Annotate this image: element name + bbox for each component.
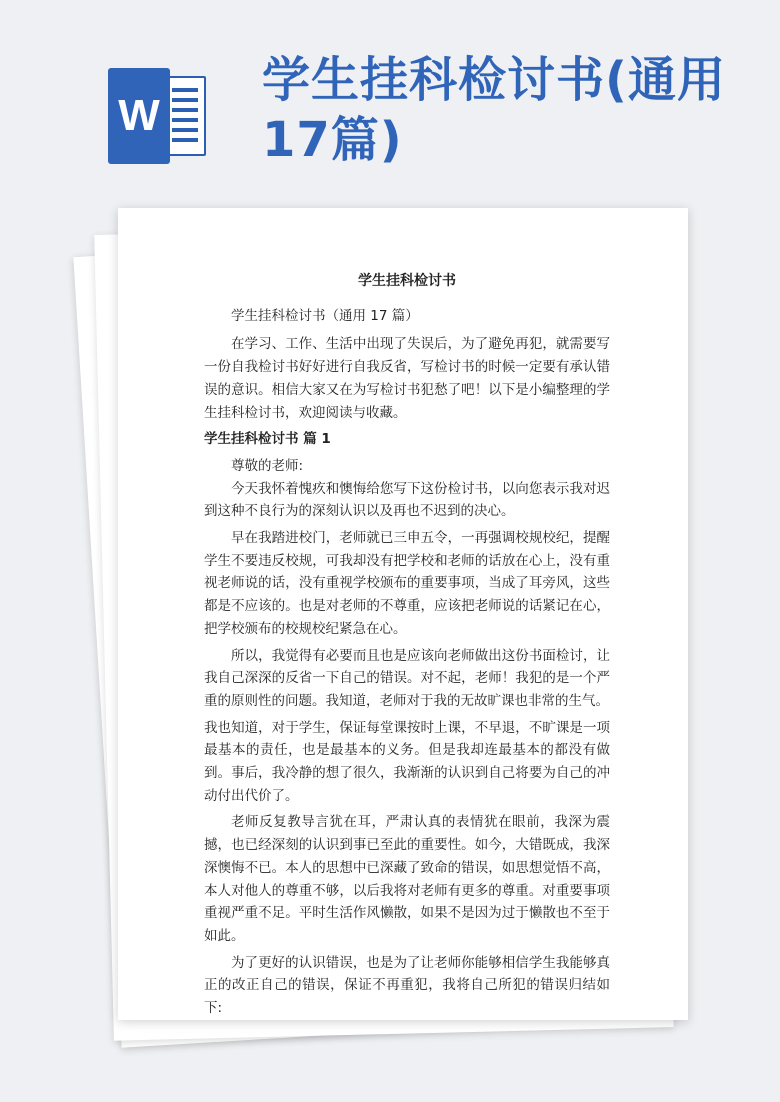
document-page (118, 208, 688, 1020)
body-paragraph: 今天我怀着愧疚和懊悔给您写下这份检讨书，以向您表示我对迟到这种不良行为的深刻认识以及再也不迟到的决心。 (204, 480, 610, 520)
word-document-icon (108, 68, 206, 164)
page-subtitle: 学生挂科检讨书（通用 17 篇） (231, 307, 419, 324)
intro-paragraph: 在学习、工作、生活中出现了失误后，为了避免再犯，就需要写一份自我检讨书好好进行自我反省，写检讨书的时候一定要有承认错误的意识。相信大家又在为写检讨书犯愁了吧！以下是小编整理的学生挂科检讨书，欢迎阅读与收藏。 (204, 336, 610, 421)
body-paragraph: 老师反复教导言犹在耳，严肃认真的表情犹在眼前，我深为震撼，也已经深刻的认识到事已至此的重要性。如今，大错既成，我深深懊悔不已。本人的思想中已深藏了致命的错误，如思想觉悟不高，本人对他人的尊重不够，以后我将对老师有更多的尊重。对重要事项重视严重不足。平时生活作风懒散，如果不是因为过于懒散也不至于如此。 (204, 814, 610, 944)
body-paragraph: 我也知道，对于学生，保证每堂课按时上课，不早退，不旷课是一项最基本的责任，也是最基本的义务。但是我却连最基本的都没有做到。事后，我冷静的想了很久，我渐渐的认识到自己将要为自己的冲动付出代价了。 (204, 719, 610, 804)
page-content (204, 270, 610, 1020)
body-paragraph: 所以，我觉得有必要而且也是应该向老师做出这份书面检讨，让我自己深深的反省一下自己的错误。对不起，老师！我犯的是一个严重的原则性的问题。我知道，老师对于我的无故旷课也非常的生气。 (204, 647, 610, 709)
body-paragraph: 为了更好的认识错误，也是为了让老师你能够相信学生我能够真正的改正自己的错误，保证不再重犯，我将自己所犯的错误归结如下: (204, 954, 610, 1017)
page-heading: 学生挂科检讨书 (358, 273, 456, 289)
word-badge: W (108, 68, 170, 164)
document-title: 学生挂科检讨书(通用17篇) (262, 52, 726, 168)
body-paragraph: 早在我踏进校门，老师就已三申五令，一再强调校规校纪，提醒学生不要违反校规，可我却没有把学校和老师的话放在心上，没有重视老师说的话，没有重视学校颁布的重要事项，当成了耳旁风，这些都是不应该的。也是对老师的不尊重，应该把老师说的话紧记在心，把学校颁布的校规校纪紧急在心。 (204, 530, 610, 637)
greeting: 尊敬的老师: (231, 457, 304, 474)
section-title: 学生挂科检讨书 篇 1 (204, 431, 331, 448)
